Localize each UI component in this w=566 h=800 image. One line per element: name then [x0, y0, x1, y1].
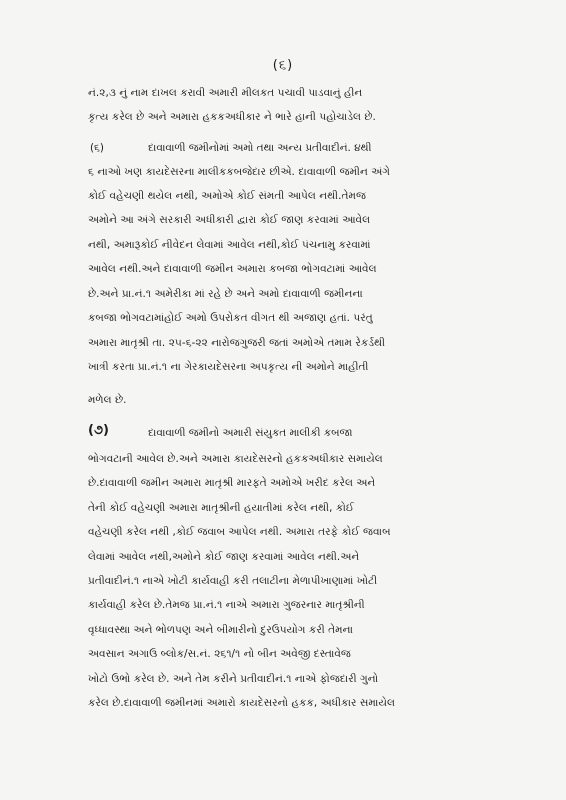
text-line: આવેલ નથી.અને દાવાવાળી જમીન અમારા કબજા ભોગવટામાં આવેલ [88, 263, 377, 275]
text-line: છે.દાવાવાળી જમીન અમારા માતૃશ્રી મારફતે અમોએ ખરીદ કરેલ અને [88, 477, 376, 489]
text-line: નથી, અમારૂકોઈ નીવેદન લેવામાં આવેલ નથી,કોઈ પંચનામુ કરવામાં [88, 239, 371, 251]
text-line: ભોગવટાની આવેલ છે.અને અમારા કાયદેસરનો હકકઅધીકાર સમાયેલ [88, 453, 383, 465]
text-line: કૃત્ય કરેલ છે અને અમારા હકકઅધીકાર ને ભારે હાની પહોચાડેલ છે. [88, 111, 376, 123]
text-line: પ્રતીવાદીનં.૧ નાએ ખોટી કાર્યવાહી કરી તલાટીના મેળાપીખાણામાં ખોટી [88, 575, 378, 587]
text-line: તેની કોઈ વહેચણી અમારા માતૃશ્રીની હયાતીમાં કરેલ નથી, કોઈ [88, 502, 355, 514]
text-line: વૃધ્ધાવસ્થા અને ભોળપણ અને બીમારીનો દુરઉપયોગ કરી તેમના [88, 624, 353, 636]
text-line: લેવામાં આવેલ નથી,અમોને કોઈ જાણ કરવામાં આવેલ નથી.અને [88, 551, 360, 563]
paragraph-number: (૬) [90, 142, 104, 154]
text-line: કોઈ વહેચણી થયેલ નથી, અમોએ કોઈ સંમતી આપેલ નથી.તેમજ [88, 190, 366, 202]
text-line: કબજા ભોગવટામાંહોઈ અમો ઉપરોકત વીગત થી અજાણ હતાં. પરંતુ [88, 312, 373, 324]
text-line: વહેચણી કરેલ નથી ,કોઈ જવાબ આપેલ નથી. અમારા તરફે કોઈ જવાબ [88, 526, 391, 538]
text-line: દાવાવાળી જમીનો અમારી સંયુકત માલીકી કબજા [148, 427, 353, 439]
paragraph-number: (૭) [88, 423, 109, 438]
text-line: ૬ નાઓ ખણ કાયદેસરના માલીકકબજેદાર છીએ. દાવાવાળી જમીન અંગે [88, 166, 390, 178]
text-line: નં.૨,૩ નું નામ દાખલ કરાવી અમારી મીલકત પચાવી પાડવાનું હીન [88, 87, 363, 99]
text-line: અમારા માતૃશ્રી તા. ૨૫-૬-૨૨ નારોજગુજરી જતાં અમોએ તમામ રેકર્ડથી [88, 337, 386, 349]
text-line: ખોટો ઉભો કરેલ છે. અને તેમ કરીને પ્રતીવાદીનં.૧ નાએ ફોજદારી ગુનો [88, 673, 379, 685]
page-number: (૬) [272, 58, 294, 73]
text-line: દાવાવાળી જમીનોમાં અમો તથા અન્ય પ્રતીવાદીનં. ૪થી [148, 142, 372, 154]
text-line: અવસાન અગાઉ બ્લોક/સ.નં. ૨૬૧/૧ નો બીન અવેજી દસ્તાવેજ [88, 648, 351, 660]
text-line: ખાત્રી કરતા પ્રા.નં.૧ ના ગેરકાયદેસરના અપકૃત્ય ની અમોને માહીતી [88, 361, 369, 373]
text-line: કરેલ છે.દાવાવાળી જમીનમાં અમારો કાયદેસરનો હકક, અધીકાર સમાયેલ [88, 697, 395, 709]
text-line: છે.અને પ્રા.નં.૧ અમેરીકા માં રહે છે અને અમો દાવાવાળી જમીનના [88, 288, 363, 300]
text-line: કાર્યવાહી કરેલ છે.તેમજ પ્રા.નં.૧ નાએ અમારા ગુજરનાર માતૃશ્રીની [88, 599, 365, 611]
text-line: મળેલ છે. [88, 394, 127, 406]
text-line: અમોને આ અંગે સરકારી અધીકારી દ્વારા કોઈ જાણ કરવામાં આવેલ [88, 214, 371, 226]
